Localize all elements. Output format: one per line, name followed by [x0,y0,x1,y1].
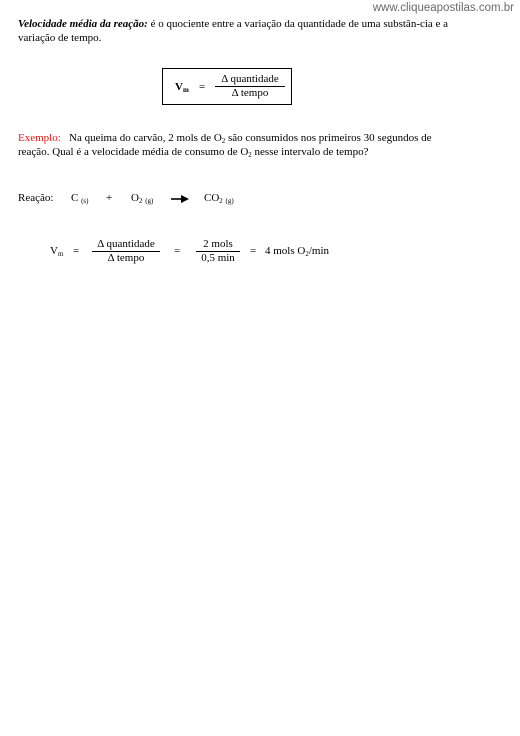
calc-fraction-1 [92,238,160,265]
reaction-label: Reação: [18,192,54,204]
reactant-oxygen: $O_2$ $_{(g)}$ [131,192,154,205]
calc-denominator-1: Δ tempo [107,252,145,264]
definition-text-line2: variação de tempo. [18,32,102,44]
calc-equals-2: = [174,245,181,257]
example-line1-sub: 2 [221,137,226,145]
definition-text-line1: é o quociente entre a variação da quantidade de uma substân-cia e a [147,18,449,30]
example-line2-a: reação. Qual é a velocidade média de consumo de O [18,146,249,158]
reaction-arrow-icon [171,194,189,204]
calc-fraction-2 [196,238,240,265]
calc-equals-3: = [250,245,257,257]
site-watermark: www.cliqueapostilas.com.br [372,2,514,14]
formula-box [162,68,292,105]
calc-denominator-2: 0,5 min [201,252,235,264]
calc-numerator-2: 2 mols [196,238,240,252]
reaction-plus: + [106,192,113,204]
calc-vm: $V_m$ [50,245,64,258]
calc-numerator-1: Δ quantidade [92,238,160,252]
formula-denominator: Δ tempo [231,87,269,99]
example-paragraph [18,131,488,159]
formula-equals: = [199,81,206,93]
formula-fraction [215,73,285,100]
definition-paragraph [18,17,488,45]
example-line2-b: nesse intervalo de tempo? [251,146,369,158]
calc-equals-1: = [73,245,80,257]
formula-numerator: Δ quantidade [215,73,285,87]
example-line2-sub: 2 [248,151,252,159]
example-line1-b: são consumidos nos primeiros 30 segundos de [225,132,432,144]
example-label: Exemplo: [18,132,61,144]
definition-term: Velocidade média da reação: [18,18,148,30]
formula-vm: $V_m$ [175,81,189,94]
calc-result: 4 mols $O_2/\min$ [265,245,330,258]
example-line1-a: Na queima do carvão, 2 mols de O [69,132,222,144]
reactant-carbon: C $_{(s)}$ [71,192,89,205]
product-co2: $CO_2$ $_{(g)}$ [204,192,234,205]
